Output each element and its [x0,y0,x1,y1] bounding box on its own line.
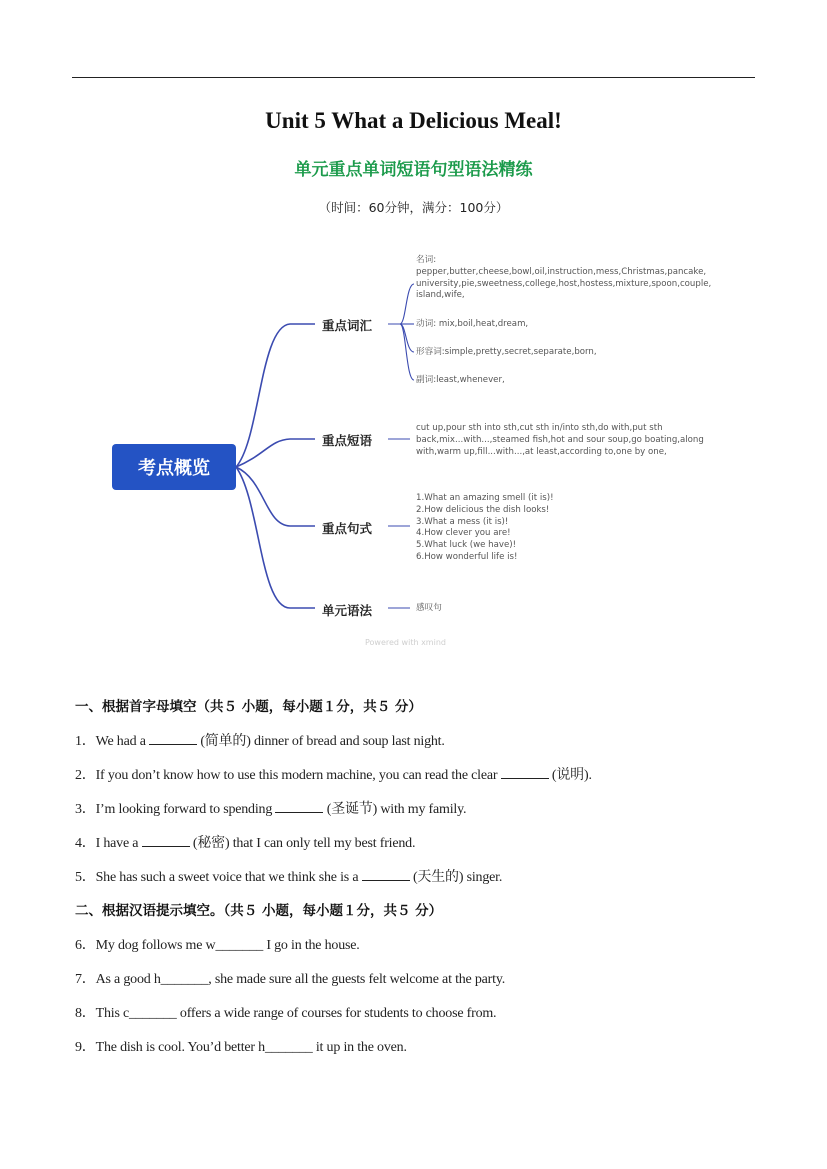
branch-vocab-label: 重点词汇 [322,318,373,333]
question-3 [75,798,466,818]
header-rule [72,77,755,78]
question-6: 6．My dog follows me w_______ I go in the house. [75,938,360,953]
answer-blank[interactable] [149,732,197,745]
question-text: 2．If you don’t know how to use this modern machine, you can read the clear [75,768,501,783]
phrases-line: cut up,pour sth into sth,cut sth in/into sth,do with,put sth [416,423,663,433]
vocab-verbs: 动词: mix,boil,heat,dream, [416,319,529,329]
grammar-item: 感叹句 [416,603,442,613]
question-text: (说明). [548,768,592,783]
question-text: 3．I’m looking forward to spending [75,802,276,817]
question-text: (简单的) dinner of bread and soup last night. [197,734,445,749]
vocab-nouns [416,255,711,302]
question-text: 4．I have a [75,836,142,851]
section2-heading: 二、根据汉语提示填空。（共５ 小题，每小题１分，共５ 分） [75,903,443,919]
answer-blank[interactable] [275,800,323,813]
mind-map [100,240,740,660]
question-text: (秘密) that I can only tell my best friend. [189,836,416,851]
nouns-line: university,pie,sweetness,college,host,hostess,mixture,spoon,couple, [416,278,712,289]
sentence-item: 4.How clever you are! [416,528,511,539]
sentence-item: 1.What an amazing smell (it is)! [416,493,554,503]
question-7: 7．As a good h_______, she made sure all the guests felt welcome at the party. [75,972,506,987]
time-info: （时间：60分钟，满分：100分） [318,200,509,215]
question-1 [75,730,445,750]
answer-blank[interactable] [142,834,190,847]
question-2 [75,764,592,784]
nouns-label: 名词: [416,255,437,265]
branch-phrases-label: 重点短语 [322,433,373,448]
question-text: 1．We had a [75,734,150,749]
page-subtitle: 单元重点单词短语句型语法精练 [294,160,533,180]
question-text: (天生的) singer. [409,870,503,885]
question-text: (圣诞节) with my family. [323,802,467,817]
branch-sentences-label: 重点句式 [322,521,373,536]
nouns-line: island,wife, [416,290,465,301]
question-4 [75,832,415,852]
page-title: Unit 5 What a Delicious Meal! [265,108,562,133]
question-text: 5．She has such a sweet voice that we think she is a [75,870,362,885]
question-8: 8．This c_______ offers a wide range of courses for students to choose from. [75,1006,497,1021]
question-5 [75,866,502,886]
vocab-adverbs: 副词:least,whenever, [416,375,505,385]
phrases-list [416,423,704,458]
sentence-item: 2.How delicious the dish looks! [416,504,550,515]
sentences-list [416,493,554,564]
section1-heading: 一、根据首字母填空（共５ 小题，每小题１分，共５ 分） [75,699,422,715]
nouns-line: pepper,butter,cheese,bowl,oil,instruction,mess,Christmas,pancake, [416,266,707,277]
phrases-line: with,warm up,fill...with...,at least,according to,one by one, [416,446,667,457]
branch-grammar-label: 单元语法 [322,603,373,618]
xmind-watermark: Powered with xmind [365,638,446,647]
vocab-adjectives: 形容词:simple,pretty,secret,separate,born, [416,347,597,357]
sentence-item: 3.What a mess (it is)! [416,516,509,527]
sentence-item: 5.What luck (we have)! [416,540,517,551]
phrases-line: back,mix...with...,steamed fish,hot and sour soup,go boating,along [416,434,704,445]
sentence-item: 6.How wonderful life is! [416,551,518,562]
question-9: 9．The dish is cool. You’d better h_______ it up in the oven. [75,1040,407,1055]
mind-map-center: 考点概览 [112,444,236,490]
answer-blank[interactable] [362,868,410,881]
answer-blank[interactable] [501,766,549,779]
